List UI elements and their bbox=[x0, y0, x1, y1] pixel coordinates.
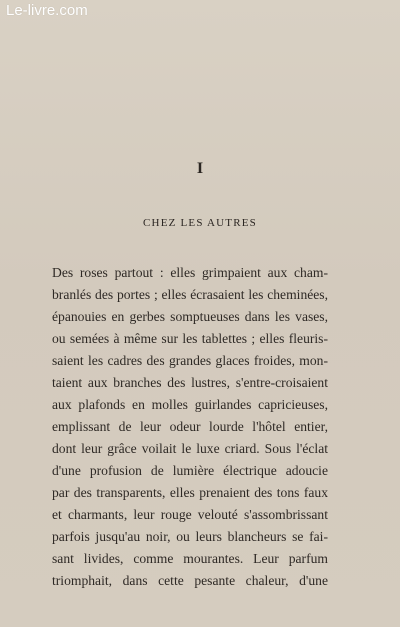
body-paragraph bbox=[52, 262, 328, 592]
text-line: par des transparents, elles prenaient des tons faux bbox=[52, 485, 328, 500]
text-line: aux plafonds en molles guirlandes capricieuses, bbox=[52, 397, 328, 412]
text-line: triomphait, dans cette pesante chaleur, d'une bbox=[52, 573, 328, 588]
text-line: épanouies en gerbes somptueuses dans les vases, bbox=[52, 309, 328, 324]
watermark: Le-livre.com bbox=[6, 2, 88, 19]
text-line: d'une profusion de lumière électrique adoucie bbox=[52, 463, 328, 478]
text-line: parfois jusqu'au noir, ou leurs blancheurs se fai- bbox=[52, 529, 328, 544]
text-line: taient aux branches des lustres, s'entre-croisaient bbox=[52, 375, 328, 390]
chapter-number: I bbox=[196, 160, 204, 177]
text-line: emplissant de leur odeur lourde l'hôtel entier, bbox=[52, 419, 328, 434]
text-line: saient les cadres des grandes glaces froides, mon- bbox=[52, 353, 328, 368]
chapter-title: CHEZ LES AUTRES bbox=[143, 217, 257, 229]
text-line: dont leur grâce voilait le luxe criard. Sous l'éclat bbox=[52, 441, 328, 456]
text-line: sant livides, comme mourantes. Leur parfum bbox=[52, 551, 328, 566]
text-line: et charmants, leur rouge velouté s'assombrissant bbox=[52, 507, 328, 522]
text-line: Des roses partout : elles grimpaient aux cham- bbox=[52, 265, 328, 280]
text-line: ou semées à même sur les tablettes ; elles fleuris- bbox=[52, 331, 328, 346]
text-line: branlés des portes ; elles écrasaient les cheminées, bbox=[52, 287, 328, 302]
